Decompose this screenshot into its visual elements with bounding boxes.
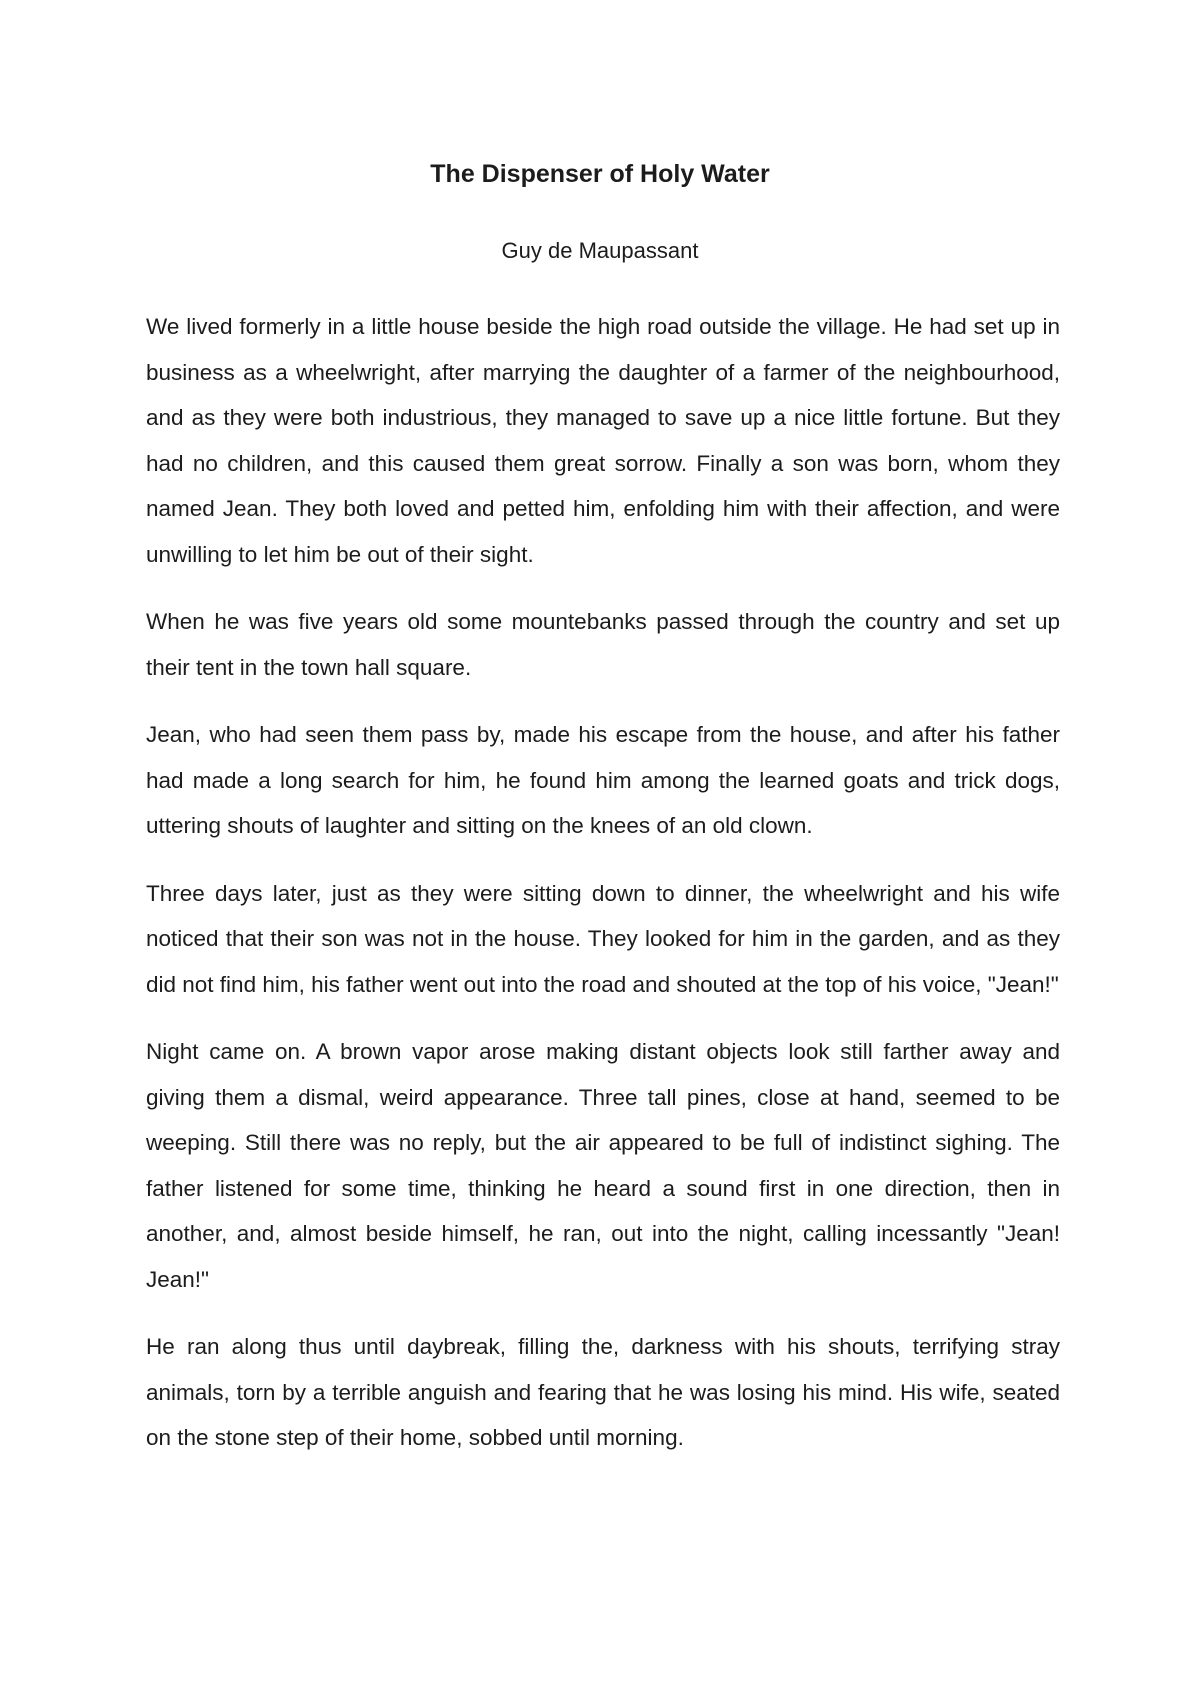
document-title: The Dispenser of Holy Water — [430, 160, 770, 188]
paragraph: We lived formerly in a little house beside the high road outside the village. He had set up in business as a wheelwright, after marrying the daughter of a farmer of the neighbourhood, and as they were both industrious, they managed to save up a nice little fortune. But they had no children, and this caused them great sorrow. Finally a son was born, whom they named Jean. They both loved and petted him, enfolding him with their affection, and were unwilling to let him be out of their sight. — [146, 314, 1060, 567]
document-body — [146, 304, 1060, 1483]
document-author: Guy de Maupassant — [501, 238, 699, 263]
paragraph: Night came on. A brown vapor arose making distant objects look still farther away and giving them a dismal, weird appearance. Three tall pines, close at hand, seemed to be weeping. Still there was no reply, but the air appeared to be full of indistinct sighing. The father listened for some time, thinking he heard a sound first in one direction, then in another, and, almost beside himself, he ran, out into the night, calling incessantly "Jean! Jean!" — [146, 1039, 1060, 1292]
paragraph: When he was five years old some mountebanks passed through the country and set up their tent in the town hall square. — [146, 609, 1060, 680]
paragraph: Jean, who had seen them pass by, made his escape from the house, and after his father had made a long search for him, he found him among the learned goats and trick dogs, uttering shouts of laughter and sitting on the knees of an old clown. — [146, 722, 1060, 838]
paragraph: Three days later, just as they were sitting down to dinner, the wheelwright and his wife noticed that their son was not in the house. They looked for him in the garden, and as they did not find him, his father went out into the road and shouted at the top of his voice, "Jean!" — [146, 880, 1060, 997]
paragraph: He ran along thus until daybreak, filling the, darkness with his shouts, terrifying stray animals, torn by a terrible anguish and fearing that he was losing his mind. His wife, seated on the stone step of their home, sobbed until morning. — [146, 1334, 1060, 1450]
